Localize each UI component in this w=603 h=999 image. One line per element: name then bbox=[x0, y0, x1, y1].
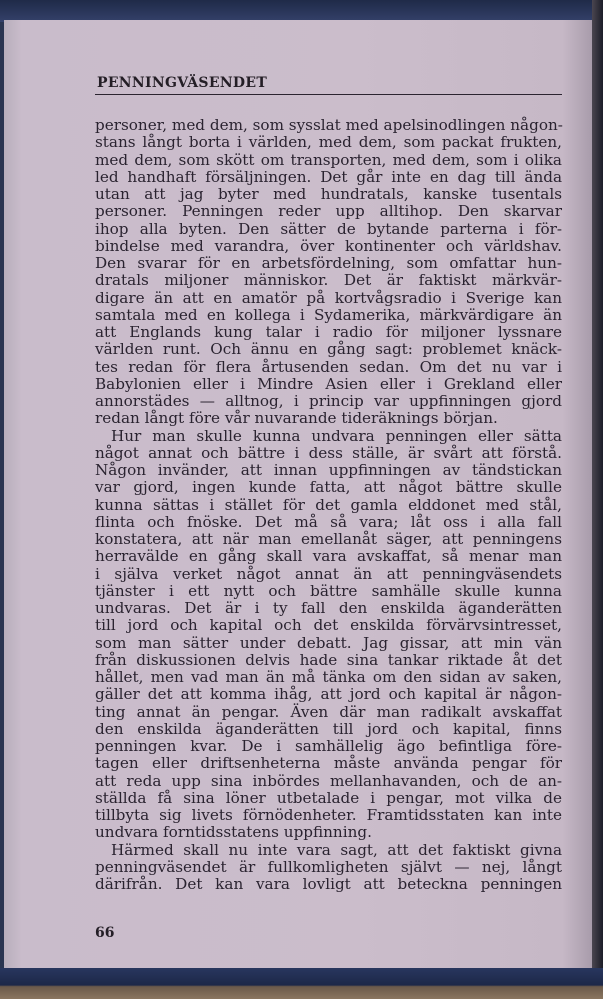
paragraph bbox=[95, 117, 562, 428]
text-line: flinta och fnöske. Det må så vara; låt oss i alla fall bbox=[95, 512, 562, 531]
text-line: ting annat än pengar. Även där man radikalt avskaffat bbox=[95, 702, 562, 721]
text-line: personer. Penningen reder upp alltihop. Den skarvar bbox=[95, 202, 562, 221]
text-line: tes redan för flera årtusenden sedan. Om det nu var i bbox=[95, 357, 562, 376]
text-line: tjänster i ett nytt och bättre samhälle skulle kunna bbox=[95, 581, 562, 600]
body-text bbox=[95, 117, 562, 893]
text-line: från diskussionen delvis hade sina tankar riktade åt det bbox=[95, 650, 562, 669]
text-line: var gjord, ingen kunde fatta, att något bättre skulle bbox=[95, 478, 562, 497]
text-line: till jord och kapital och det enskilda förvärvsintresset, bbox=[95, 616, 562, 635]
text-line: tagen eller driftsenheterna måste använda pengar för bbox=[95, 754, 562, 773]
text-line: utan att jag byter med hundratals, kanske tusentals bbox=[95, 185, 562, 203]
text-line: Den svarar för en arbetsfördelning, som omfattar hun- bbox=[95, 254, 562, 272]
page-number: 66 bbox=[95, 925, 115, 941]
text-line: ihop alla byten. Den sätter de bytande parterna i för- bbox=[95, 219, 562, 238]
text-line: tillbyta sig livets förnödenheter. Framtidsstaten kan inte bbox=[95, 806, 562, 824]
book-cover-bottom-edge bbox=[0, 968, 603, 999]
text-line: herravälde en gång skall vara avskaffat, så menar man bbox=[95, 547, 562, 566]
text-line: att reda upp sina inbördes mellanhavanden, och de an- bbox=[95, 771, 562, 790]
book-cover-top-edge bbox=[0, 0, 603, 22]
book-cover-right-edge bbox=[592, 0, 603, 999]
text-line: gäller det att komma ihåg, att jord och kapital är någon- bbox=[95, 685, 562, 704]
text-line: därifrån. Det kan vara lovligt att beteckna penningen bbox=[95, 875, 562, 893]
text-line: den enskilda äganderätten till jord och kapital, finns bbox=[95, 719, 562, 738]
text-line: världen runt. Och ännu en gång sagt: problemet knäck- bbox=[95, 340, 562, 359]
text-line: konstatera, att när man emellanåt säger, att penningens bbox=[95, 530, 562, 548]
text-line: något annat och bättre i dess ställe, är svårt att förstå. bbox=[95, 443, 562, 462]
text-line: led handhaft försäljningen. Det går inte en dag till ända bbox=[95, 167, 562, 186]
text-line: Babylonien eller i Mindre Asien eller i Grekland eller bbox=[95, 374, 562, 393]
text-line: dratals miljoner människor. Det är faktiskt märkvär- bbox=[95, 271, 562, 290]
text-line: med dem, som skött om transporten, med dem, som i olika bbox=[95, 150, 562, 169]
text-line: undvaras. Det är i ty fall den enskilda äganderätten bbox=[95, 599, 562, 617]
text-line: digare än att en amatör på kortvågsradio i Sverige kan bbox=[95, 288, 562, 307]
text-line: Någon invänder, att innan uppfinningen av tändstickan bbox=[95, 461, 562, 479]
text-line: kunna sättas i stället för det gamla elddonet med stål, bbox=[95, 495, 562, 514]
running-head-title: PENNINGVÄSENDET bbox=[97, 75, 268, 91]
paragraph bbox=[95, 428, 562, 842]
text-line: Härmed skall nu inte vara sagt, att det faktiskt givna bbox=[111, 840, 562, 859]
text-line: Hur man skulle kunna undvara penningen eller sätta bbox=[111, 426, 562, 445]
text-line: stans långt borta i världen, med dem, som packat frukten, bbox=[95, 133, 562, 152]
text-line: personer, med dem, som sysslat med apelsinodlingen någon- bbox=[95, 116, 563, 134]
running-head bbox=[95, 74, 562, 95]
text-line: undvara forntidsstatens uppfinning. bbox=[95, 823, 372, 842]
text-line: hållet, men vad man än må tänka om den sidan av saken, bbox=[95, 668, 562, 686]
text-line: i själva verket något annat än att penningväsendets bbox=[95, 564, 562, 583]
text-line: penningväsendet är fullkomligheten självt — nej, långt bbox=[95, 857, 562, 876]
text-line: redan långt före vår nuvarande tideräknings början. bbox=[95, 409, 498, 428]
text-line: samtala med en kollega i Sydamerika, märkvärdigare än bbox=[95, 305, 562, 324]
text-line: som man sätter under debatt. Jag gissar, att min vän bbox=[95, 633, 562, 652]
paragraph bbox=[95, 842, 562, 894]
text-line: bindelse med varandra, över kontinenter och världshav. bbox=[95, 236, 562, 255]
text-line: penningen kvar. De i samhällelig ägo befintliga före- bbox=[95, 737, 562, 755]
text-line: ställda få sina löner utbetalade i pengar, mot vilka de bbox=[95, 788, 562, 807]
text-line: annorstädes — alltnog, i princip var uppfinningen gjord bbox=[95, 392, 562, 410]
text-line: att Englands kung talar i radio för miljoner lyssnare bbox=[95, 323, 562, 341]
